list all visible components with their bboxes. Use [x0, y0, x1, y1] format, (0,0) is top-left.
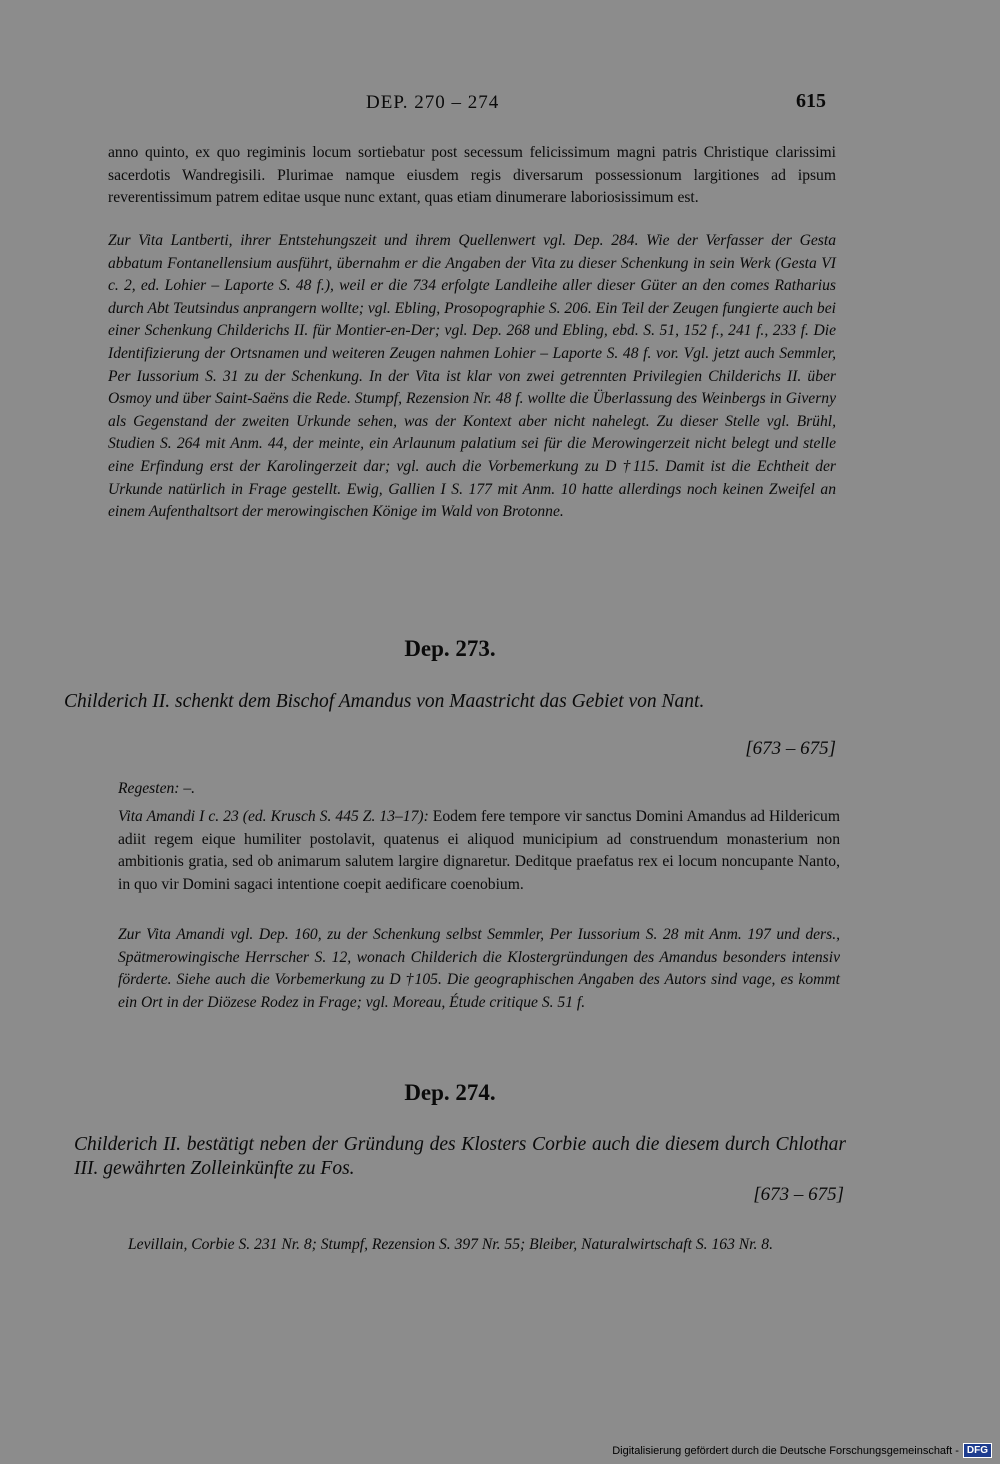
dep273-summary: Childerich II. schenkt dem Bischof Amandus von Maastricht das Gebiet von Nant. — [64, 691, 705, 712]
dep274-date: [673 – 675] — [753, 1184, 844, 1205]
dep273-source-paragraph — [118, 806, 840, 896]
commentary-paragraph: Zur Vita Lantberti, ihrer Entstehungszeit und ihrem Quellenwert vgl. Dep. 284. Wie der Verfasser der Gesta abbatum Fontanellensium ausführt, übernahm er die Angaben der Vita zu dieser Schenkung in sein Werk (Gesta VI c. 2, ed. Lohier – Laporte S. 48 f.), weil er die 734 erfolgte Landleihe aller dieser Güter an den comes Ratharius durch Abt Teutsindus anprangern wollte; vgl. Ebling, Prosopographie S. 206. Ein Teil der Zeugen fungierte auch bei einer Schenkung Childerichs II. für Montier-en-Der; vgl. Dep. 268 und Ebling, ebd. S. 51, 152 f., 241 f., 233 f. Die Identifizierung der Ortsnamen und weiteren Zeugen nahmen Lohier – Laporte S. 48 f. vor. Vgl. jetzt auch Semmler, Per Iussorium S. 31 zu der Schenkung. In der Vita ist klar von zwei getrennten Privilegien Childerichs II. über Osmoy und über Saint-Saëns die Rede. Stumpf, Rezension Nr. 48 f. wollte die Überlassung des Weinbergs in Giverny als Gegenstand der zweiten Urkunde sehen, was der Kontext aber nicht nahelegt. Zu dieser Stelle vgl. Brühl, Studien S. 264 mit Anm. 44, der meinte, ein Arlaunum palatium sei für die Merowingerzeit nicht belegt und stelle eine Erfindung erst der Karolingerzeit dar; vgl. auch die Vorbemerkung zu D †115. Damit ist die Echtheit der Urkunde natürlich in Frage gestellt. Ewig, Gallien I S. 177 mit Anm. 10 hatte allerdings noch keinen Zweifel an einem Aufenthaltsort der merowingischen Könige im Wald von Brotonne. — [108, 232, 836, 521]
page-number: 615 — [796, 90, 826, 112]
dep274-summary: Childerich II. bestätigt neben der Gründung des Klosters Corbie auch die diesem durch Chlothar III. gewährten Zolleinkünfte zu Fos. — [74, 1134, 846, 1179]
dep273-commentary — [118, 924, 840, 1014]
running-title: DEP. 270 – 274 — [366, 92, 500, 113]
dfg-logo: DFG — [963, 1443, 992, 1458]
dep273-heading: Dep. 273. — [404, 636, 496, 661]
latin-continuation-text — [108, 142, 836, 210]
footer-text: Digitalisierung gefördert durch die Deutsche Forschungsgemeinschaft - — [612, 1444, 959, 1457]
commentary-top — [108, 230, 836, 524]
latin-paragraph: anno quinto, ex quo regiminis locum sortiebatur post secessum felicissimum magni patris Christique clarissimi sacerdotis Wandregisili. Plurimae namque eiusdem regis diversarum possessionum largitiones ad ipsum reverentissimum patrem editae usque nunc extant, quas etiam dinumerare laboriosissimum est. — [108, 144, 836, 207]
dep273-regesten: Regesten: –. — [118, 780, 196, 797]
dep274-heading: Dep. 274. — [404, 1080, 496, 1105]
dep274-references: Levillain, Corbie S. 231 Nr. 8; Stumpf, Rezension S. 397 Nr. 55; Bleiber, Naturalwirtschaft S. 163 Nr. 8. — [128, 1236, 773, 1253]
dep273-source-text: Eodem fere tempore vir sanctus Domini Amandus ad Hildericum adiit regem eique humiliter postolavit, quatenus ei aliquod municipium ad construendum monasterium non ambitionis gratia, sed ob animarum salutem largire dignaretur. Deditque praefatus rex ei locum noncupante Nanto, in quo vir Domini sagaci intentione coepit aedificare coenobium. — [118, 808, 840, 893]
dep273-commentary-paragraph: Zur Vita Amandi vgl. Dep. 160, zu der Schenkung selbst Semmler, Per Iussorium S. 28 mit Anm. 197 und ders., Spätmerowingische Herrscher S. 12, wonach Childerich die Klostergründungen des Amandus besonders intensiv förderte. Siehe auch die Vorbemerkung zu D †105. Die geographischen Angaben des Autors sind vage, es kommt ein Ort in der Diözese Rodez in Frage; vgl. Moreau, Étude critique S. 51 f. — [118, 926, 840, 1011]
footer-credit — [612, 1443, 992, 1458]
dep273-source — [118, 806, 840, 896]
dep273-date: [673 – 675] — [745, 738, 836, 759]
dep273-source-ref: Vita Amandi I c. 23 (ed. Krusch S. 445 Z. 13–17): — [118, 808, 429, 825]
